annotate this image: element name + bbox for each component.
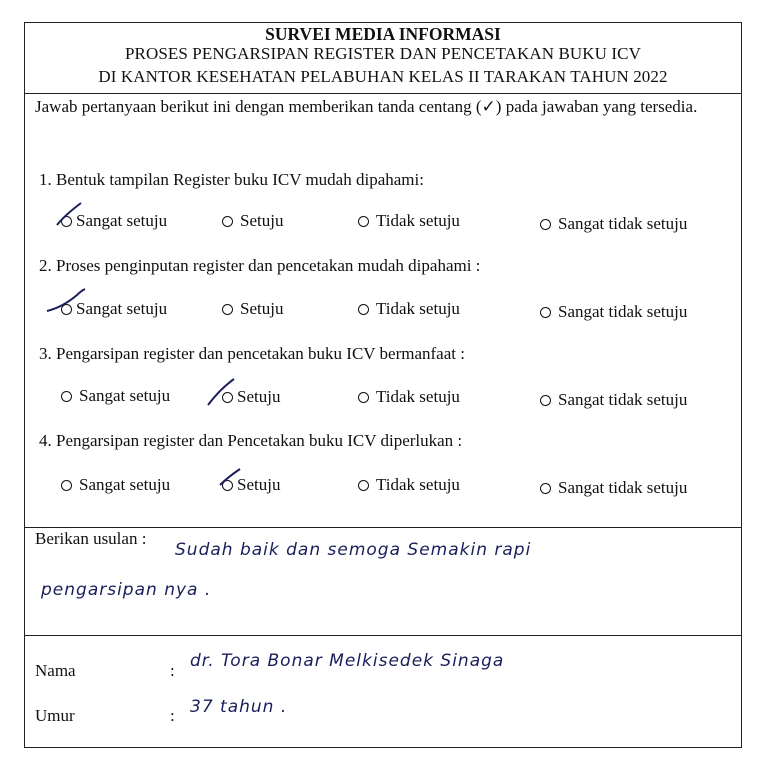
q2-option-sangat-setuju[interactable] xyxy=(61,299,167,319)
form-header xyxy=(25,23,741,94)
q1-option-tidak-setuju[interactable] xyxy=(358,211,460,231)
suggestion-handwritten-line2[interactable]: pengarsipan nya . xyxy=(41,580,212,600)
option-label: Sangat tidak setuju xyxy=(558,302,688,321)
survey-form xyxy=(24,22,742,748)
q4-option-sangat-tidak-setuju[interactable] xyxy=(540,478,687,498)
q1-option-setuju[interactable] xyxy=(222,211,283,231)
suggestion-handwritten-line1[interactable]: Sudah baik dan semoga Semakin rapi xyxy=(175,540,532,560)
name-value[interactable]: dr. Tora Bonar Melkisedek Sinaga xyxy=(190,651,505,671)
option-label: Sangat setuju xyxy=(76,299,168,318)
option-label: Sangat tidak setuju xyxy=(558,478,688,497)
option-label: Tidak setuju xyxy=(376,475,460,494)
q1-option-sangat-setuju[interactable] xyxy=(61,211,167,231)
radio-icon xyxy=(540,219,551,230)
q2-option-setuju[interactable] xyxy=(222,299,283,319)
radio-icon xyxy=(540,307,551,318)
question-2: 2. Proses penginputan register dan pencetakan mudah dipahami : xyxy=(39,256,481,275)
option-label: Sangat setuju xyxy=(76,211,168,230)
q2-option-sangat-tidak-setuju[interactable] xyxy=(540,302,687,322)
radio-icon xyxy=(358,304,369,315)
suggestion-label: Berikan usulan : xyxy=(35,529,147,548)
questions-section xyxy=(25,93,741,528)
q1-option-sangat-tidak-setuju[interactable] xyxy=(540,214,687,234)
option-label: Tidak setuju xyxy=(376,387,460,406)
radio-icon xyxy=(222,216,233,227)
q3-option-tidak-setuju[interactable] xyxy=(358,387,460,407)
q3-option-setuju[interactable] xyxy=(222,387,280,407)
form-subtitle-line2: DI KANTOR KESEHATAN PELABUHAN KELAS II TARAKAN TAHUN 2022 xyxy=(98,67,668,86)
name-label: Nama xyxy=(35,661,76,680)
radio-icon xyxy=(61,480,72,491)
radio-icon xyxy=(358,480,369,491)
suggestion-section xyxy=(25,528,741,636)
option-label: Sangat tidak setuju xyxy=(558,390,688,409)
handwritten-check-icon xyxy=(216,375,250,409)
option-label: Sangat setuju xyxy=(79,386,171,405)
option-label: Setuju xyxy=(240,211,284,230)
age-label: Umur xyxy=(35,706,75,725)
question-3: 3. Pengarsipan register dan pencetakan buku ICV bermanfaat : xyxy=(39,344,465,363)
option-label: Setuju xyxy=(237,475,281,494)
q4-option-sangat-setuju[interactable] xyxy=(61,475,170,495)
handwritten-check-icon xyxy=(55,199,89,233)
option-label: Setuju xyxy=(237,387,281,406)
option-label: Tidak setuju xyxy=(376,299,460,318)
name-colon: : xyxy=(170,661,175,680)
radio-icon xyxy=(61,391,72,402)
age-colon: : xyxy=(170,706,175,725)
radio-icon xyxy=(358,392,369,403)
q2-option-tidak-setuju[interactable] xyxy=(358,299,460,319)
q4-option-setuju[interactable] xyxy=(222,475,280,495)
handwritten-check-icon xyxy=(55,287,89,321)
q3-option-sangat-setuju[interactable] xyxy=(61,386,170,406)
age-value[interactable]: 37 tahun . xyxy=(190,697,288,717)
question-1: 1. Bentuk tampilan Register buku ICV mudah dipahami: xyxy=(39,170,424,189)
handwritten-check-icon xyxy=(216,463,250,497)
instructions: Jawab pertanyaan berikut ini dengan memberikan tanda centang (✓) pada jawaban yang tersedia. xyxy=(35,97,698,116)
radio-icon xyxy=(358,216,369,227)
option-label: Tidak setuju xyxy=(376,211,460,230)
q4-option-tidak-setuju[interactable] xyxy=(358,475,460,495)
option-label: Setuju xyxy=(240,299,284,318)
radio-icon xyxy=(540,395,551,406)
form-title: SURVEI MEDIA INFORMASI xyxy=(265,24,501,44)
option-label: Sangat setuju xyxy=(79,475,171,494)
q3-option-sangat-tidak-setuju[interactable] xyxy=(540,390,687,410)
radio-icon xyxy=(540,483,551,494)
question-4: 4. Pengarsipan register dan Pencetakan buku ICV diperlukan : xyxy=(39,431,463,450)
option-label: Sangat tidak setuju xyxy=(558,214,688,233)
radio-icon xyxy=(222,304,233,315)
form-subtitle-line1: PROSES PENGARSIPAN REGISTER DAN PENCETAKAN BUKU ICV xyxy=(124,44,641,63)
